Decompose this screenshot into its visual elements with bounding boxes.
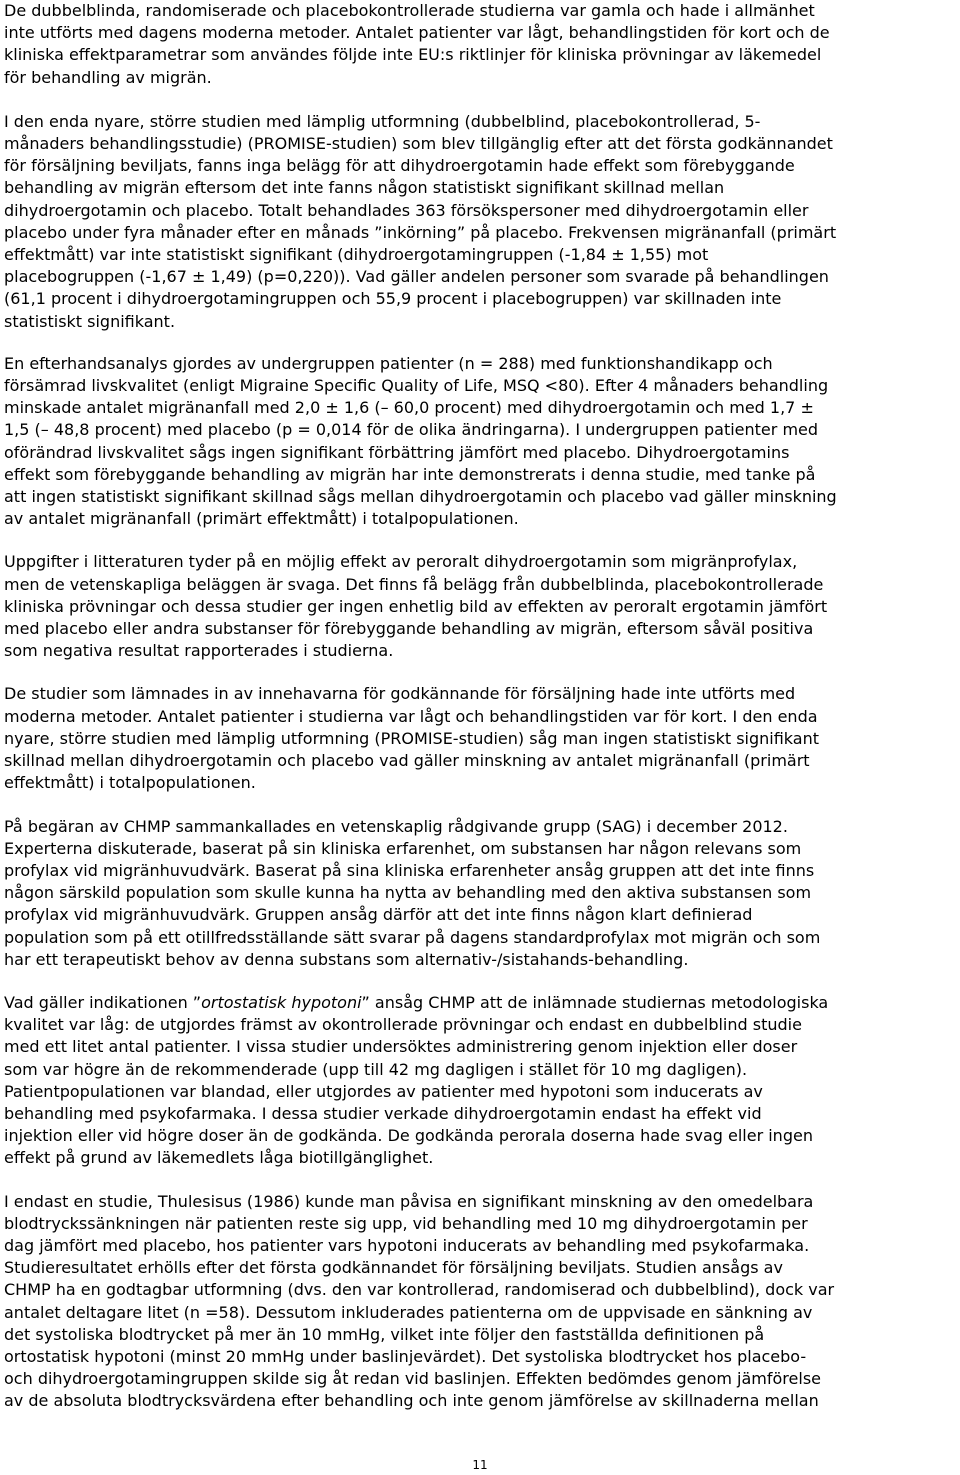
text-line: som var högre än de rekommenderade (upp till 42 mg dagligen i stället för 10 mg dagligen). (4, 1059, 748, 1079)
text-line: population som på ett otillfredsställande sätt svarar på dagens standardprofylax mot migrän och som (4, 927, 821, 947)
page-number: 11 (472, 1458, 488, 1472)
text-line: effektmått) var inte statistiskt signifikant (dihydroergotamingruppen (-1,84 ± 1,55) mot (4, 245, 709, 265)
text-line: för behandling av migrän. (4, 67, 212, 87)
text-line: profylax vid migränhuvudvärk. Baserat på sina kliniska erfarenheter ansåg gruppen att det inte finns (4, 860, 815, 880)
text-line: I endast en studie, Thulesisus (1986) kunde man påvisa en signifikant minskning av den omedelbara (4, 1191, 814, 1211)
text-line: behandling med psykofarmaka. I dessa studier verkade dihydroergotamin endast ha effekt vid (4, 1103, 762, 1123)
text-line: moderna metoder. Antalet patienter i studierna var lågt och behandlingstiden var för kort. I den enda (4, 706, 818, 726)
text-line: (61,1 procent i dihydroergotamingruppen och 55,9 procent i placebogruppen) var skillnaden inte (4, 289, 782, 309)
text-line: CHMP ha en godtagbar utformning (dvs. den var kontrollerad, randomiserad och dubbelblind), dock var (4, 1280, 835, 1300)
text-line: Patientpopulationen var blandad, eller utgjordes av patienter med hypotoni som inducerats av (4, 1081, 763, 1101)
text-line: med placebo eller andra substanser för förebyggande behandling av migrän, eftersom såväl positiva (4, 619, 814, 639)
text-line: effekt som förebyggande behandling av migrän har inte demonstrerats i denna studie, med tanke på (4, 464, 816, 484)
text-line: minskade antalet migränanfall med 2,0 ± 1,6 (– 60,0 procent) med dihydroergotamin och med 1,7 ± (4, 398, 814, 418)
text-line: Studieresultatet erhölls efter det första godkännandet för försäljning beviljats. Studien ansågs av (4, 1258, 783, 1278)
text-line: det systoliska blodtrycket på mer än 10 mmHg, vilket inte följer den fastställda definitionen på (4, 1324, 765, 1344)
text-line: som negativa resultat rapporterades i studierna. (4, 641, 394, 661)
text-line: och dihydroergotamingruppen skilde sig åt redan vid baslinjen. Effekten bedömdes genom jämförelse (4, 1369, 821, 1389)
text-line: I den enda nyare, större studien med lämplig utformning (dubbelblind, placebokontrollerad, 5- (4, 111, 761, 131)
text-line: blodtryckssänkningen när patienten reste sig upp, vid behandling med 10 mg dihydroergotamin per (4, 1213, 808, 1233)
text-line: någon särskild population som skulle kunna ha nytta av behandling med den aktiva substansen som (4, 883, 812, 903)
text-line: 1,5 (– 48,8 procent) med placebo (p = 0,014 för de olika ändringarna). I undergruppen patienter med (4, 420, 819, 440)
paragraph (4, 0, 948, 89)
paragraph (4, 111, 948, 333)
text-line: inte utförts med dagens moderna metoder. Antalet patienter var lågt, behandlingstiden för kort och de (4, 23, 830, 43)
paragraph (4, 816, 948, 971)
text-line: statistiskt signifikant. (4, 311, 176, 331)
text-line: kvalitet var låg: de utgjordes främst av okontrollerade prövningar och endast en dubbelblind studie (4, 1015, 802, 1035)
text-line: placebo under fyra månader efter en månads ”inkörning” på placebo. Frekvensen migränanfall (primärt (4, 222, 837, 242)
text-line: försämrad livskvalitet (enligt Migraine Specific Quality of Life, MSQ <80). Efter 4 månaders behandling (4, 376, 829, 396)
text-line: effekt på grund av läkemedlets låga biotillgänglighet. (4, 1148, 434, 1168)
text-line: effektmått) i totalpopulationen. (4, 773, 256, 793)
text-line: oförändrad livskvalitet sågs ingen signifikant förbättring jämfört med placebo. Dihydroergotamins (4, 442, 790, 462)
text-line: dag jämfört med placebo, hos patienter vars hypotoni inducerats av behandling med psykofarmaka. (4, 1235, 810, 1255)
text-line: En efterhandsanalys gjordes av undergruppen patienter (n = 288) med funktionshandikapp och (4, 353, 773, 373)
text-line: men de vetenskapliga beläggen är svaga. Det finns få belägg från dubbelblinda, placebokontrollerade (4, 574, 824, 594)
text-line: De dubbelblinda, randomiserade och placebokontrollerade studierna var gamla och hade i allmänhet (4, 1, 815, 20)
text-line: månaders behandlingsstudie) (PROMISE-studien) som blev tillgänglig efter att det första godkännandet (4, 134, 833, 154)
text-line: skillnad mellan dihydroergotamin och placebo vad gäller minskning av antalet migränanfall (primärt (4, 751, 810, 771)
paragraph (4, 551, 948, 662)
text-line: injektion eller vid högre doser än de godkända. De godkända perorala doserna hade svag eller ingen (4, 1126, 813, 1146)
text-line: antalet deltagare litet (n =58). Dessutom inkluderades patienterna om de uppvisade en sänkning av (4, 1302, 813, 1322)
paragraph (4, 992, 948, 1170)
text-line: På begäran av CHMP sammankallades en vetenskaplig rådgivande grupp (SAG) i december 2012. (4, 816, 788, 836)
text-line: av antalet migränanfall (primärt effektmått) i totalpopulationen. (4, 509, 519, 529)
paragraph (4, 353, 948, 531)
text-line: ortostatisk hypotoni (minst 20 mmHg under baslinjevärdet). Det systoliska blodtrycket hos placebo- (4, 1346, 807, 1366)
text-line: kliniska prövningar och dessa studier ger ingen enhetlig bild av effekten av peroralt ergotamin jämfört (4, 596, 828, 616)
text-line: profylax vid migränhuvudvärk. Gruppen ansåg därför att det inte finns någon klart definierad (4, 905, 753, 925)
text-line: placebogruppen (-1,67 ± 1,49) (p=0,220)). Vad gäller andelen personer som svarade på behandlingen (4, 267, 829, 287)
document-body (4, 0, 948, 1413)
italic-term: ortostatisk hypotoni (201, 992, 362, 1012)
text-line: Vad gäller indikationen ”ortostatisk hypotoni” ansåg CHMP att de inlämnade studiernas metodologiska (4, 992, 829, 1012)
text-line: för försäljning beviljats, fanns inga belägg för att dihydroergotamin hade effekt som förebyggande (4, 156, 795, 176)
text-line: nyare, större studien med lämplig utformning (PROMISE-studien) såg man ingen statistiskt signifikant (4, 728, 820, 748)
text-line: dihydroergotamin och placebo. Totalt behandlades 363 försökspersoner med dihydroergotamin eller (4, 200, 809, 220)
text-line: Uppgifter i litteraturen tyder på en möjlig effekt av peroralt dihydroergotamin som migränprofylax, (4, 552, 798, 572)
text-line: kliniska effektparametrar som användes följde inte EU:s riktlinjer för kliniska prövningar av läkemedel (4, 45, 822, 65)
text-line: Experterna diskuterade, baserat på sin kliniska erfarenhet, om substansen har någon relevans som (4, 838, 802, 858)
text-line: att ingen statistiskt signifikant skillnad sågs mellan dihydroergotamin och placebo vad gäller minskning (4, 487, 837, 507)
text-line: behandling av migrän eftersom det inte fanns någon statistiskt signifikant skillnad mellan (4, 178, 725, 198)
text-line: av de absoluta blodtrycksvärdena efter behandling och inte genom jämförelse av skillnaderna mellan (4, 1391, 819, 1411)
text-line: har ett terapeutiskt behov av denna substans som alternativ-/sistahands-behandling. (4, 949, 689, 969)
text-line: med ett litet antal patienter. I vissa studier undersöktes administrering genom injektion eller doser (4, 1037, 798, 1057)
paragraph (4, 1191, 948, 1413)
text-line: De studier som lämnades in av innehavarna för godkännande för försäljning hade inte utförts med (4, 684, 796, 704)
paragraph (4, 683, 948, 794)
